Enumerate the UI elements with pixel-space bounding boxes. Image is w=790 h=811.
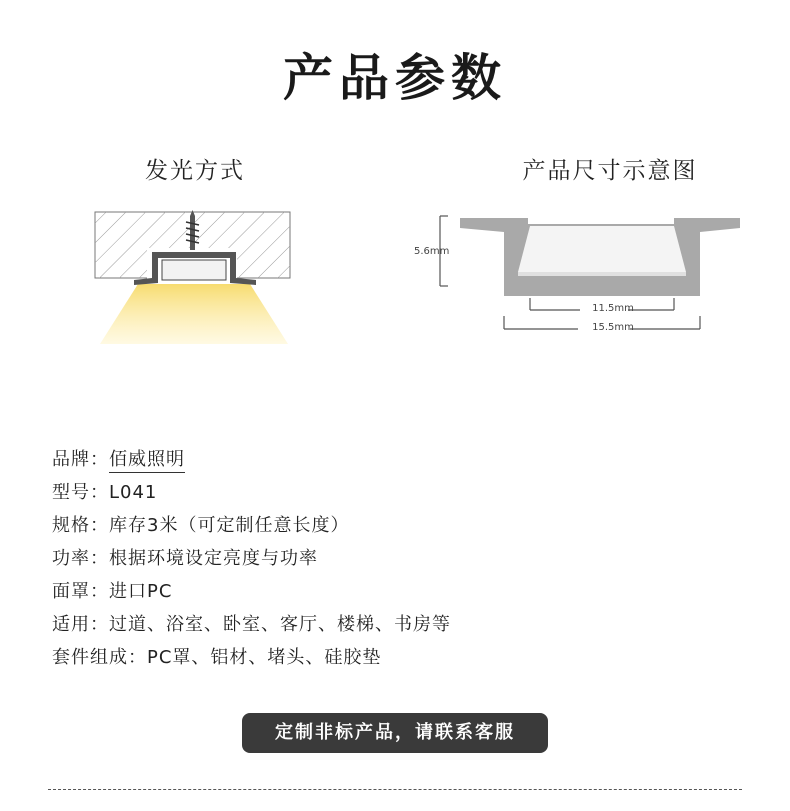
spec-label: 功率： xyxy=(52,548,109,569)
spec-label: 适用： xyxy=(52,614,109,635)
dimension-diagram-caption: 产品尺寸示意图 xyxy=(522,158,698,184)
light-beam xyxy=(100,284,288,344)
spec-row-brand xyxy=(52,443,451,476)
spec-value: PC罩、铝材、堵头、硅胶垫 xyxy=(147,647,382,668)
spec-row-usage xyxy=(52,608,451,641)
spec-label: 面罩： xyxy=(52,581,109,602)
pc-cover xyxy=(518,226,686,272)
lighting-mode-caption: 发光方式 xyxy=(145,158,245,184)
spec-list xyxy=(52,443,451,674)
spec-row-kit xyxy=(52,641,451,674)
dimension-diagram xyxy=(418,210,748,335)
spec-label: 型号： xyxy=(52,482,109,503)
spec-label: 规格： xyxy=(52,515,109,536)
spec-label: 套件组成： xyxy=(52,647,147,668)
lighting-mode-illustration xyxy=(90,208,300,358)
page-title: 产品参数 xyxy=(283,49,507,107)
spec-label: 品牌： xyxy=(52,449,109,470)
outer-width-label: 15.5mm xyxy=(592,322,634,333)
spec-value: L041 xyxy=(109,482,158,503)
inner-width-label: 11.5mm xyxy=(592,303,634,314)
spec-value: 根据环境设定亮度与功率 xyxy=(109,548,318,569)
spec-row-power xyxy=(52,542,451,575)
height-label: 5.6mm xyxy=(414,246,450,257)
brand-link[interactable]: 佰威照明 xyxy=(109,449,185,473)
spec-value: 进口PC xyxy=(109,581,173,602)
spec-row-cover xyxy=(52,575,451,608)
dashed-divider xyxy=(48,789,742,790)
spec-value: 过道、浴室、卧室、客厅、楼梯、书房等 xyxy=(109,614,451,635)
contact-service-button[interactable]: 定制非标产品，请联系客服 xyxy=(242,713,548,753)
spec-value: 库存3米（可定制任意长度） xyxy=(109,515,350,536)
spec-row-model xyxy=(52,476,451,509)
spec-row-size xyxy=(52,509,451,542)
